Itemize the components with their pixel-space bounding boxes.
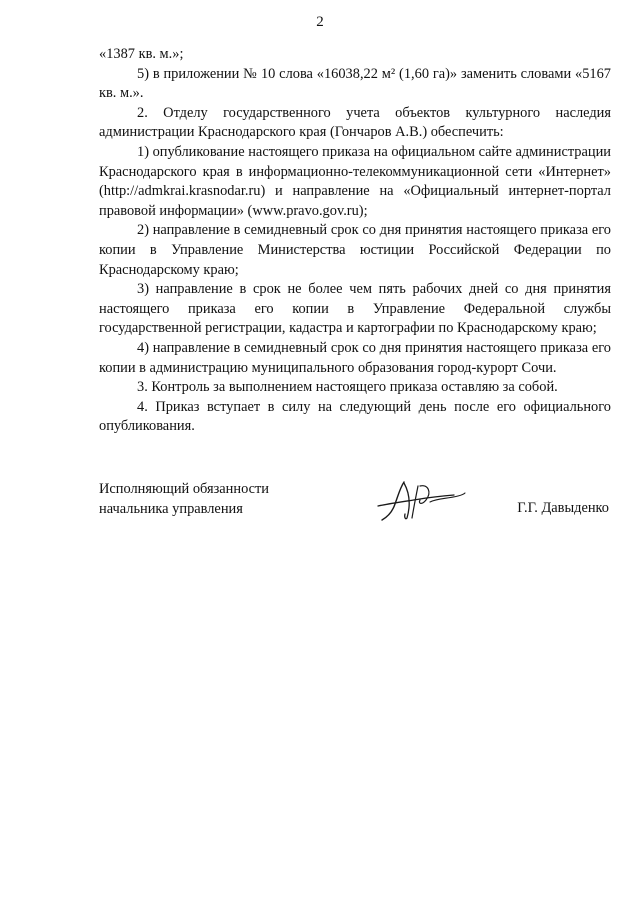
paragraph-7: 4) направление в семидневный срок со дня принятия настоящего приказа его копии в администрацию муниципального образования город-курорт Сочи. [99,339,611,376]
paragraph-6: 3) направление в срок не более чем пять рабочих дней со дня принятия настоящего приказа его копии в Управление Федеральной службы государственной регистрации, кадастра и картографии по Краснодарскому краю; [99,281,611,337]
paragraph-8: 3. Контроль за выполнением настоящего приказа оставляю за собой. [137,379,558,396]
paragraph-4: 1) опубликование настоящего приказа на официальном сайте администрации Краснодарского края в информационно-телекоммуникационной сети «Интернет» (http://admkrai.krasnodar.ru) и направление на «Официальный интернет-портал правовой информации» (www.pravo.gov.ru); [99,143,611,219]
page-number: 2 [316,14,324,30]
signatory-title [99,480,319,519]
signatory-title-line-2: начальника управления [99,500,243,517]
paragraph-1: «1387 кв. м.»; [99,46,184,62]
signatory-title-line-1: Исполняющий обязанности [99,481,270,497]
handwritten-signature [374,478,466,524]
paragraph-5: 2) направление в семидневный срок со дня принятия настоящего приказа его копии в Управление Министерства юстиции Российской Федерации по Краснодарскому краю; [99,222,611,278]
paragraph-2: 5) в приложении № 10 слова «16038,22 м² (1,60 га)» заменить словами «5167 кв. м.». [99,65,611,102]
document-body [99,45,611,437]
paragraph-3: 2. Отделу государственного учета объектов культурного наследия администрации Краснодарского края (Гончаров А.В.) обеспечить: [99,104,611,141]
signatory-name: Г.Г. Давыденко [517,500,609,516]
paragraph-9: 4. Приказ вступает в силу на следующий день после его официального опубликования. [99,398,611,435]
